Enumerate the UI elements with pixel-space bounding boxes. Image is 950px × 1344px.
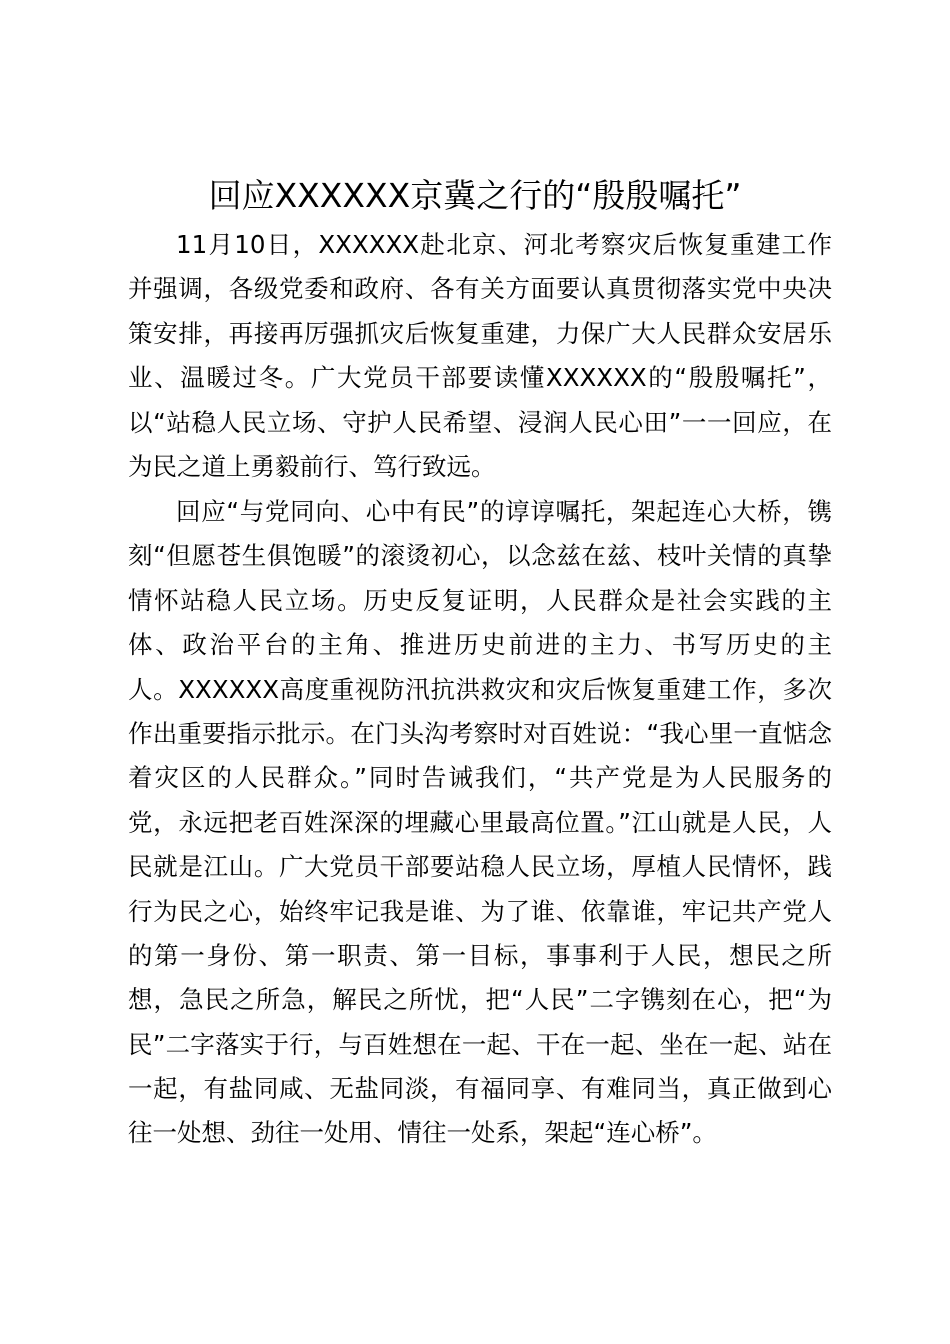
paragraph-line: 策安排，再接再厉强抓灾后恢复重建，力保广大人民群众安居乐 <box>128 318 832 348</box>
paragraph-line: 业、温暖过冬。广大党员干部要读懂XXXXXX的“殷殷嘱托”， <box>128 363 832 393</box>
paragraph-line: 以“站稳人民立场、守护人民希望、浸润人民心田”一一回应，在 <box>128 407 832 437</box>
paragraph-line: 想，急民之所急，解民之所忧，把“人民”二字镌刻在心，把“为 <box>128 985 832 1015</box>
paragraph-line: 着灾区的人民群众。”同时告诫我们，“共产党是为人民服务的 <box>128 763 832 793</box>
paragraph-line: 11月10日，XXXXXX赴北京、河北考察灾后恢复重建工作 <box>176 230 832 259</box>
paragraph-line: 并强调，各级党委和政府、各有关方面要认真贯彻落实党中央决 <box>128 274 832 304</box>
document-title: 回应XXXXXX京冀之行的“殷殷嘱托” <box>208 176 742 215</box>
paragraph-line: 体、政治平台的主角、推进历史前进的主力、书写历史的主 <box>128 630 832 660</box>
paragraph-line: 行为民之心，始终牢记我是谁、为了谁、依靠谁，牢记共产党人 <box>128 896 832 926</box>
paragraph-line: 回应“与党同向、心中有民”的谆谆嘱托，架起连心大桥，镌 <box>176 497 832 526</box>
paragraph-line: 党，永远把老百姓深深的埋藏心里最高位置。”江山就是人民，人 <box>128 807 832 837</box>
paragraph-line: 一起，有盐同咸、无盐同淡，有福同享、有难同当，真正做到心 <box>128 1074 832 1104</box>
paragraph-line: 民”二字落实于行，与百姓想在一起、干在一起、坐在一起、站在 <box>128 1029 832 1059</box>
paragraph-2 <box>128 490 832 1156</box>
paragraph-line: 刻“但愿苍生俱饱暖”的滚烫初心，以念兹在兹、枝叶关情的真挚 <box>128 541 832 571</box>
paragraph-line: 情怀站稳人民立场。历史反复证明，人民群众是社会实践的主 <box>128 585 832 615</box>
paragraph-1 <box>128 223 832 489</box>
paragraph-line: 为民之道上勇毅前行、笃行致远。 <box>128 451 496 481</box>
paragraph-line: 人。XXXXXX高度重视防汛抗洪救灾和灾后恢复重建工作，多次 <box>128 674 832 704</box>
paragraph-line: 民就是江山。广大党员干部要站稳人民立场，厚植人民情怀，践 <box>128 852 832 882</box>
paragraph-line: 作出重要指示批示。在门头沟考察时对百姓说：“我心里一直惦念 <box>128 718 832 748</box>
paragraph-line: 的第一身份、第一职责、第一目标，事事利于人民，想民之所 <box>128 940 832 970</box>
paragraph-line: 往一处想、劲往一处用、情往一处系，架起“连心桥”。 <box>128 1118 717 1148</box>
